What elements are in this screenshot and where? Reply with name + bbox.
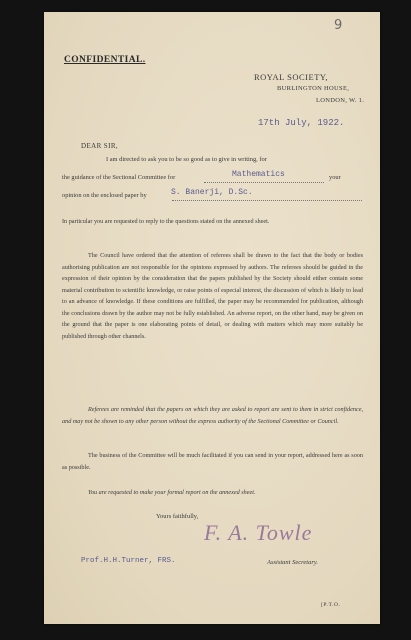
intro-line-1: I am directed to ask you to be so good as to give in writing, for — [106, 156, 267, 163]
typed-author: S. Banerji, D.Sc. — [171, 188, 253, 197]
pto-mark: [P.T.O. — [321, 602, 341, 608]
address-line-3: LONDON, W. 1. — [316, 97, 365, 104]
typed-committee: Mathematics — [232, 170, 285, 179]
paragraph-questions: In particular you are requested to reply to the questions stated on the annexed sheet. — [62, 218, 270, 225]
author-blank-line — [172, 200, 362, 201]
confidential-heading: CONFIDENTIAL. — [64, 55, 146, 65]
typed-date: 17th July, 1922. — [258, 118, 345, 128]
paragraph-referees-reminder: Referees are reminded that the papers on which they are asked to report are sent to them in strict confidence, and may not be shown to any other person without the express authority of the Sectional Committee or Council. — [62, 406, 363, 425]
pencil-page-number: 9 — [334, 18, 343, 33]
intro-line-2: the guidance of the Sectional Committee for — [62, 174, 176, 181]
salutation: DEAR SIR, — [81, 142, 119, 150]
address-line-2: BURLINGTON HOUSE, — [277, 85, 350, 92]
closing: Yours faithfully, — [156, 513, 199, 520]
committee-blank-line — [204, 182, 324, 183]
paragraph-council: The Council have ordered that the attention of referees shall be drawn to the fact that the body or bodies authorising publication are not responsible for the opinions expressed by authors. The referees should be guided in the expression of their opinion by the consideration that the papers published by the Society should either contain some material contribution to scientific knowledge, or raise points of especial interest, the discussion of which is likely to lead to an advance of knowledge. If these conditions are fulfilled, the paper may be recommended for publication, although the conclusions drawn by the author may not be fully established. An adverse report, on the other hand, may be given on the ground that the paper is one elaborating points of detail, or dealing with matters which may more suitably be published through other channels. — [62, 252, 363, 340]
signer-title: Assistant Secretary. — [267, 559, 319, 566]
letter-page — [44, 12, 380, 624]
handwritten-signature: F. A. Towle — [204, 520, 313, 545]
intro-line-2-end: your — [329, 174, 341, 181]
address-line-1: ROYAL SOCIETY, — [254, 72, 329, 82]
intro-line-3: opinion on the enclosed paper by — [62, 192, 147, 199]
recipient-name: Prof.H.H.Turner, FRS. — [81, 557, 176, 565]
paragraph-business: The business of the Committee will be much facilitated if you can send in your report, addressed here as soon as possible. — [62, 452, 363, 471]
paragraph-formal-report: You are requested to make your formal report on the annexed sheet. — [88, 489, 256, 496]
